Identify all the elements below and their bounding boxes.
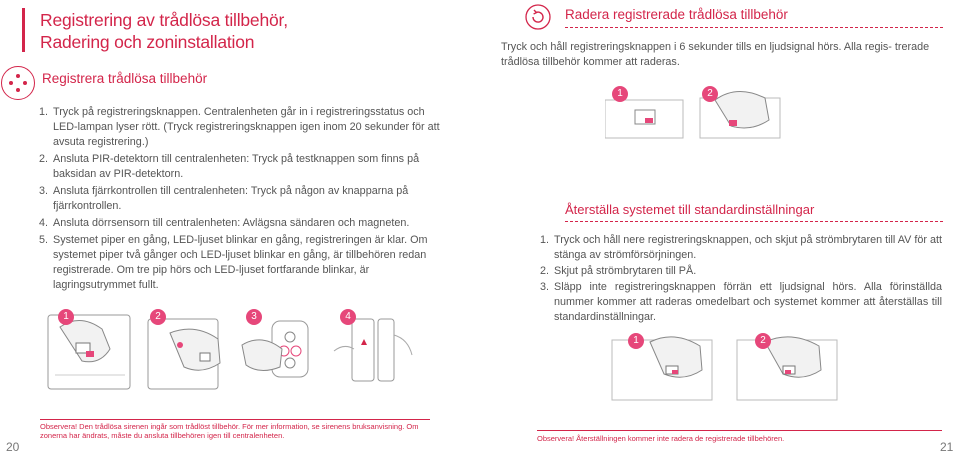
page-number: 20 — [6, 440, 20, 454]
note-divider — [537, 430, 942, 431]
step-badge: 2 — [150, 309, 166, 325]
note-text: Observera! Den trådlösa sirenen ingår som trådlöst tillbehör. För mer information, se sirenens bruksanvisning. Om zonerna har ändrats, måste du ansluta tillbehören igen till centralenheten. — [40, 422, 419, 440]
list-item: 4. Ansluta dörrsensorn till centralenheten: Avlägsna sändaren och magneten. — [39, 217, 410, 229]
step-badge: 1 — [612, 86, 628, 102]
section-subtitle: Registrera trådlösa tillbehör — [42, 71, 208, 86]
step-badge: 1 — [58, 309, 74, 325]
title-divider — [565, 27, 943, 28]
list-item: 1. Tryck på registreringsknappen. Centralenheten går in i registreringsstatus och LED-lampan lyser rött. (Tryck registreringsknappen igen inom 20 sekunder för att avsuta registrering.) — [39, 106, 440, 148]
note-text: Observera! Återställningen kommer inte radera de registrerade tillbehören. — [537, 434, 785, 443]
dots-circle-icon — [1, 66, 35, 100]
list-item: 2. Ansluta PIR-detektorn till centralenheten: Tryck på testknappen som finns på baksidan av PIR-detektorn. — [39, 153, 420, 180]
title-divider — [565, 221, 943, 222]
section-title-reset: Återställa systemet till standardinställningar — [565, 202, 815, 217]
step-badge: 2 — [702, 86, 718, 102]
step-badge: 3 — [246, 309, 262, 325]
illustration-reset-2 — [735, 330, 840, 402]
accent-bar — [22, 8, 25, 52]
list-item: 3. Ansluta fjärrkontrollen till centralenheten: Tryck på någon av knapparna på fjärrkontrollen. — [39, 185, 409, 212]
step-badge: 1 — [628, 333, 644, 349]
list-item: 2. Skjut på strömbrytaren till PÅ. — [540, 265, 697, 277]
list-item: 3. Släpp inte registreringsknappen förrän ett ljudsignal hörs. Alla förinställda nummer kommer att raderas omedelbart och systemet kommer att återställas till standardinställningar. — [540, 281, 942, 323]
step-badge: 2 — [755, 333, 771, 349]
reset-steps — [540, 233, 942, 326]
section-title-delete: Radera registrerade trådlösa tillbehör — [565, 7, 788, 22]
list-item: 1. Tryck och håll nere registreringsknappen, och skjut på strömbrytaren till AV för att stänga av strömförsörjningen. — [540, 234, 942, 261]
registration-steps — [39, 105, 444, 295]
refresh-circle-icon — [525, 4, 551, 30]
note-divider — [40, 419, 430, 420]
list-item: 5. Systemet piper en gång, LED-ljuset blinkar en gång, registreringen är klar. Om systemet piper två gånger och LED-ljuset blinkar en gång, är tillbehören redan registrerade. Om tre pip hörs och LED-ljuset fortfarande blinkar, är lagringsutrymmet fullt. — [39, 234, 428, 291]
illustration-step-1 — [40, 305, 135, 393]
step-badge: 4 — [340, 309, 356, 325]
illustration-reset-1 — [610, 330, 715, 402]
page-number: 21 — [940, 440, 954, 454]
page-title: Registrering av trådlösa tillbehör, Radering och zoninstallation — [40, 10, 288, 52]
delete-instructions: Tryck och håll registreringsknappen i 6 sekunder tills en ljudsignal hörs. Alla regis- trerade trådlösa tillbehör kommer att raderas. — [501, 41, 930, 68]
